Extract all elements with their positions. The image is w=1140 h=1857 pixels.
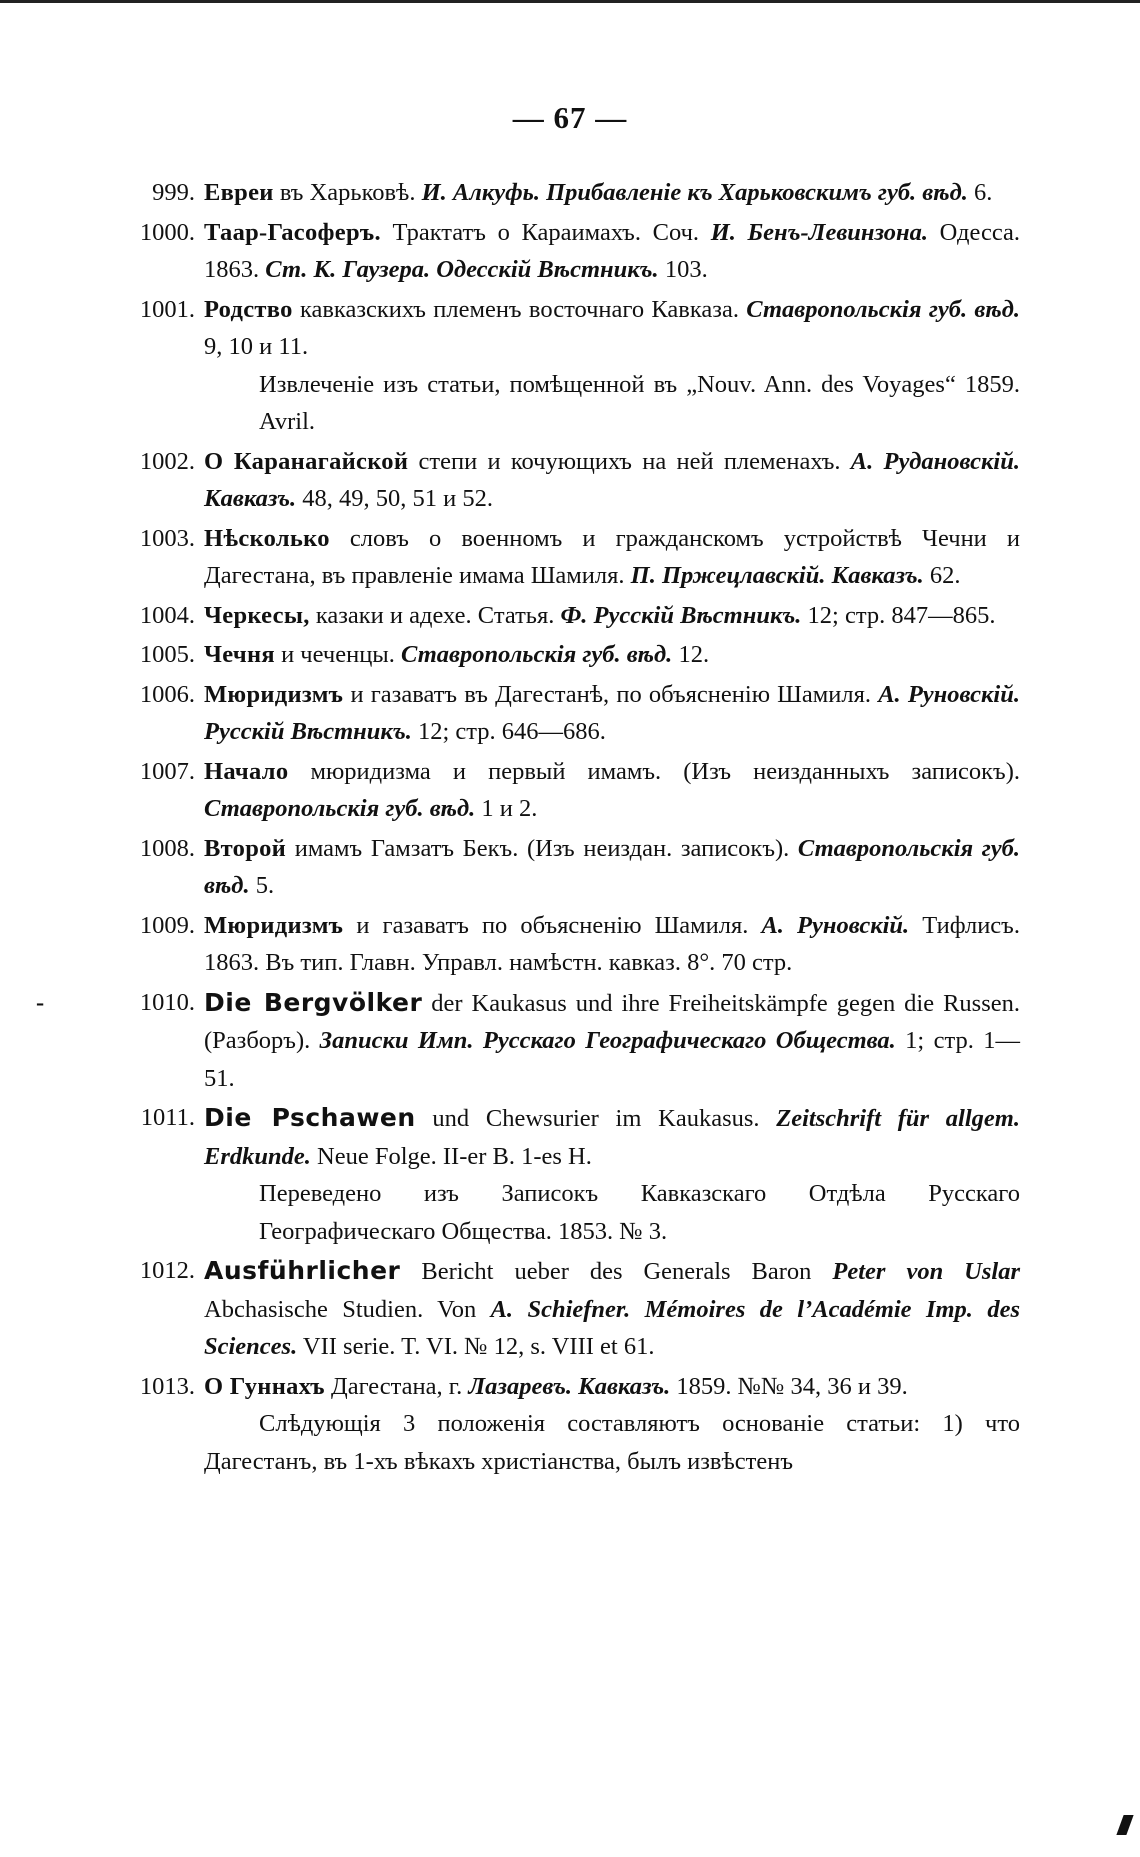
entry-text: und Chewsurier im Kaukasus. bbox=[415, 1105, 777, 1132]
entry-text: и газаватъ въ Дагестанѣ, по объясненію Шамиля. bbox=[343, 680, 879, 708]
entry-details: 1859. №№ 34, 36 и 39. bbox=[670, 1372, 908, 1400]
entry-details: 103. bbox=[658, 256, 708, 283]
bibliography-entry bbox=[100, 636, 1020, 674]
entry-body bbox=[204, 1252, 1020, 1366]
entry-details: 12. bbox=[672, 641, 710, 668]
entry-headword: О Каранагайской bbox=[204, 447, 409, 475]
entry-text: въ Харьковѣ. bbox=[273, 179, 422, 206]
entry-publication: Кавказъ. bbox=[204, 485, 297, 512]
entry-headword: Мюридизмъ bbox=[204, 680, 344, 708]
entry-author: Лазаревъ. bbox=[468, 1372, 572, 1400]
entry-headword: Die Pschawen bbox=[204, 1103, 416, 1132]
entry-headword: Ausführlicher bbox=[204, 1256, 401, 1285]
margin-ink-mark bbox=[1116, 1815, 1133, 1835]
entry-author: Peter von Uslar bbox=[832, 1258, 1020, 1285]
bibliography-entry bbox=[100, 1099, 1020, 1250]
entry-number: 1009. bbox=[139, 911, 195, 939]
entry-body bbox=[204, 291, 1020, 366]
bibliography-entry bbox=[100, 676, 1020, 751]
entry-body bbox=[204, 174, 1020, 212]
entry-body bbox=[204, 443, 1020, 518]
entry-text: кавказскихъ племенъ восточнаго Кавказа. bbox=[292, 295, 747, 323]
entry-details: Тифлисъ. 1863. Въ тип. Главн. Управл. намѣстн. кавказ. 8°. 70 стр. bbox=[204, 911, 1020, 976]
entry-details: 1; стр. 1—51. bbox=[204, 1027, 1020, 1092]
entry-publication: Прибавленіе къ Харьковскимъ губ. вѣд. bbox=[539, 179, 968, 206]
entry-publication: Одесскій Вѣстникъ. bbox=[430, 256, 659, 283]
entry-headword: Таар-Гасоферъ. bbox=[204, 218, 381, 246]
entry-body bbox=[204, 907, 1020, 982]
entry-headword: Второй bbox=[204, 834, 287, 862]
entry-publication: Кавказъ. bbox=[571, 1372, 671, 1400]
entry-publication: Русскій Вѣстникъ. bbox=[587, 601, 802, 629]
bibliography-list bbox=[36, 174, 1021, 1480]
entry-body bbox=[204, 676, 1020, 751]
entry-number: 1002. bbox=[139, 447, 195, 475]
entry-details: 12; стр. 847—865. bbox=[801, 601, 996, 629]
entry-author: А. Руновскій. bbox=[761, 911, 910, 939]
entry-publication: Ставропольскія губ. вѣд. bbox=[204, 834, 1021, 899]
entry-publication: Ставропольскія губ. вѣд. bbox=[746, 295, 1020, 323]
entry-body bbox=[204, 753, 1020, 828]
entry-text: Одесса. 1863. bbox=[204, 218, 1021, 283]
bibliography-entry bbox=[100, 907, 1020, 982]
entry-body bbox=[204, 984, 1020, 1098]
entry-body bbox=[204, 520, 1020, 595]
page-number: — 67 — bbox=[512, 100, 628, 135]
entry-details: 48, 49, 50, 51 и 52. bbox=[296, 485, 494, 512]
entry-details: 62. bbox=[923, 562, 961, 589]
entry-details: 5. bbox=[249, 872, 275, 899]
entry-text: Abchasische Studien. Von bbox=[204, 1295, 491, 1323]
entry-headword: Нѣсколько bbox=[204, 524, 330, 552]
entry-headword: Die Bergvölker bbox=[204, 987, 423, 1017]
entry-text: имамъ Гамзатъ Бекъ. (Изъ неиздан. записокъ). bbox=[286, 834, 798, 862]
entry-note: Извлеченіе изъ статьи, помѣщенной въ „Nouv. Ann. des Voyages“ 1859. Avril. bbox=[259, 370, 1020, 435]
entry-number: 1005. bbox=[139, 641, 195, 668]
entry-number: 999. bbox=[152, 179, 195, 206]
entry-publication: Mémoires de l’Académie Imp. des Sciences. bbox=[204, 1295, 1020, 1360]
bibliography-entry bbox=[100, 291, 1020, 441]
entry-details: 1 и 2. bbox=[475, 795, 538, 822]
bibliography-entry bbox=[100, 520, 1020, 595]
entry-number: 1011. bbox=[140, 1104, 195, 1131]
entry-author: Ф. bbox=[560, 601, 588, 629]
entry-text: казаки и адехе. Статья. bbox=[309, 601, 561, 629]
entry-author: А. Руновскій. bbox=[878, 680, 1020, 708]
entry-author: П. Пржецлавскій. bbox=[630, 562, 826, 589]
entry-text: der Kaukasus und ihre Freiheitskämpfe gegen die Russen. (Разборъ). bbox=[204, 989, 1020, 1054]
entry-publication: Записки Имп. Русскаго Географическаго Общества. bbox=[319, 1027, 896, 1054]
entry-text: степи и кочующихъ на ней племенахъ. bbox=[408, 447, 851, 475]
entry-number: 1001. bbox=[139, 295, 195, 323]
entry-details: VII serie. T. VI. № 12, s. VIII et 61. bbox=[297, 1333, 655, 1360]
page-content bbox=[36, 100, 1021, 1482]
entry-headword: Чечня bbox=[204, 641, 275, 668]
entry-author: А. Рудановскій. bbox=[850, 447, 1020, 475]
bibliography-entry bbox=[100, 830, 1020, 905]
entry-publication: Ставропольскія губ. вѣд. bbox=[401, 641, 673, 668]
entry-text: Трактатъ о Караимахъ. Соч. bbox=[380, 218, 711, 246]
entry-headword: Мюридизмъ bbox=[204, 911, 344, 939]
entry-body bbox=[204, 636, 1020, 674]
entry-publication: Zeitschrift für allgem. Erdkunde. bbox=[204, 1105, 1020, 1170]
bibliography-entry bbox=[100, 1368, 1020, 1481]
entry-body bbox=[204, 1368, 1020, 1406]
entry-number: 1012. bbox=[139, 1257, 195, 1284]
entry-number: 1007. bbox=[139, 757, 195, 785]
bibliography-entry bbox=[100, 443, 1020, 518]
entry-body bbox=[204, 597, 1020, 635]
entry-number: 1004. bbox=[139, 601, 195, 629]
entry-number: 1000. bbox=[139, 218, 195, 246]
entry-number: 1008. bbox=[139, 834, 195, 862]
entry-details: 6. bbox=[967, 179, 993, 206]
bibliography-entry bbox=[100, 174, 1020, 212]
entry-headword: Родство bbox=[204, 295, 293, 323]
entry-number: 1010. bbox=[139, 988, 195, 1016]
margin-dash-mark: - bbox=[36, 988, 45, 1016]
top-border-rule bbox=[0, 0, 1140, 3]
entry-author: A. Schiefner. bbox=[490, 1295, 631, 1323]
entry-number: 1003. bbox=[139, 524, 195, 552]
entry-note: Переведено изъ Записокъ Кавказскаго Отдѣла Русскаго Географическаго Общества. 1853. № 3. bbox=[259, 1180, 1020, 1245]
entry-text: мюридизма и первый имамъ. (Изъ неизданныхъ записокъ). bbox=[288, 757, 1020, 785]
entry-publication: Ставропольскія губ. вѣд. bbox=[204, 795, 476, 822]
entry-text: и чеченцы. bbox=[274, 641, 402, 668]
entry-text: и газаватъ по объясненію Шамиля. bbox=[343, 911, 762, 939]
entry-author: Ст. К. Гаузера. bbox=[265, 256, 431, 283]
bibliography-entry bbox=[36, 984, 1020, 1098]
entry-headword: Начало bbox=[204, 757, 289, 785]
entry-author: И. Бенъ-Левинзона. bbox=[710, 218, 928, 246]
entry-headword: Евреи bbox=[204, 179, 274, 206]
entry-body bbox=[204, 214, 1020, 289]
entry-body bbox=[204, 830, 1020, 905]
entry-headword: О Гуннахъ bbox=[204, 1372, 325, 1400]
bibliography-entry bbox=[100, 1252, 1020, 1366]
entry-number: 1006. bbox=[139, 680, 195, 708]
bibliography-entry bbox=[100, 753, 1020, 828]
entry-body bbox=[204, 1099, 1020, 1175]
bibliography-entry bbox=[100, 597, 1020, 635]
entry-text: Bericht ueber des Generals Baron bbox=[400, 1258, 833, 1285]
entry-paragraph: Слѣдующія 3 положенія составляютъ основаніе статьи: 1) что Дагестанъ, въ 1-хъ вѣкахъ христіанства, былъ извѣстенъ bbox=[204, 1410, 1020, 1475]
entry-publication: Русскій Вѣстникъ. bbox=[204, 718, 412, 745]
entry-author: И. Алкуфь. bbox=[421, 179, 540, 206]
entry-text: Дагестана, г. bbox=[324, 1372, 469, 1400]
entry-headword: Черкесы, bbox=[204, 601, 310, 629]
bibliography-entry bbox=[100, 214, 1020, 289]
entry-publication: Кавказъ. bbox=[825, 562, 924, 589]
entry-text: словъ о военномъ и гражданскомъ устройствѣ Чечни и Дагестана, въ правленіе имама Шамиля. bbox=[204, 524, 1020, 589]
entry-details: 12; стр. 646—686. bbox=[411, 718, 606, 745]
entry-details: Neue Folge. II-er B. 1-es H. bbox=[310, 1142, 592, 1170]
entry-number: 1013. bbox=[139, 1372, 195, 1400]
entry-details: 9, 10 и 11. bbox=[204, 333, 309, 360]
